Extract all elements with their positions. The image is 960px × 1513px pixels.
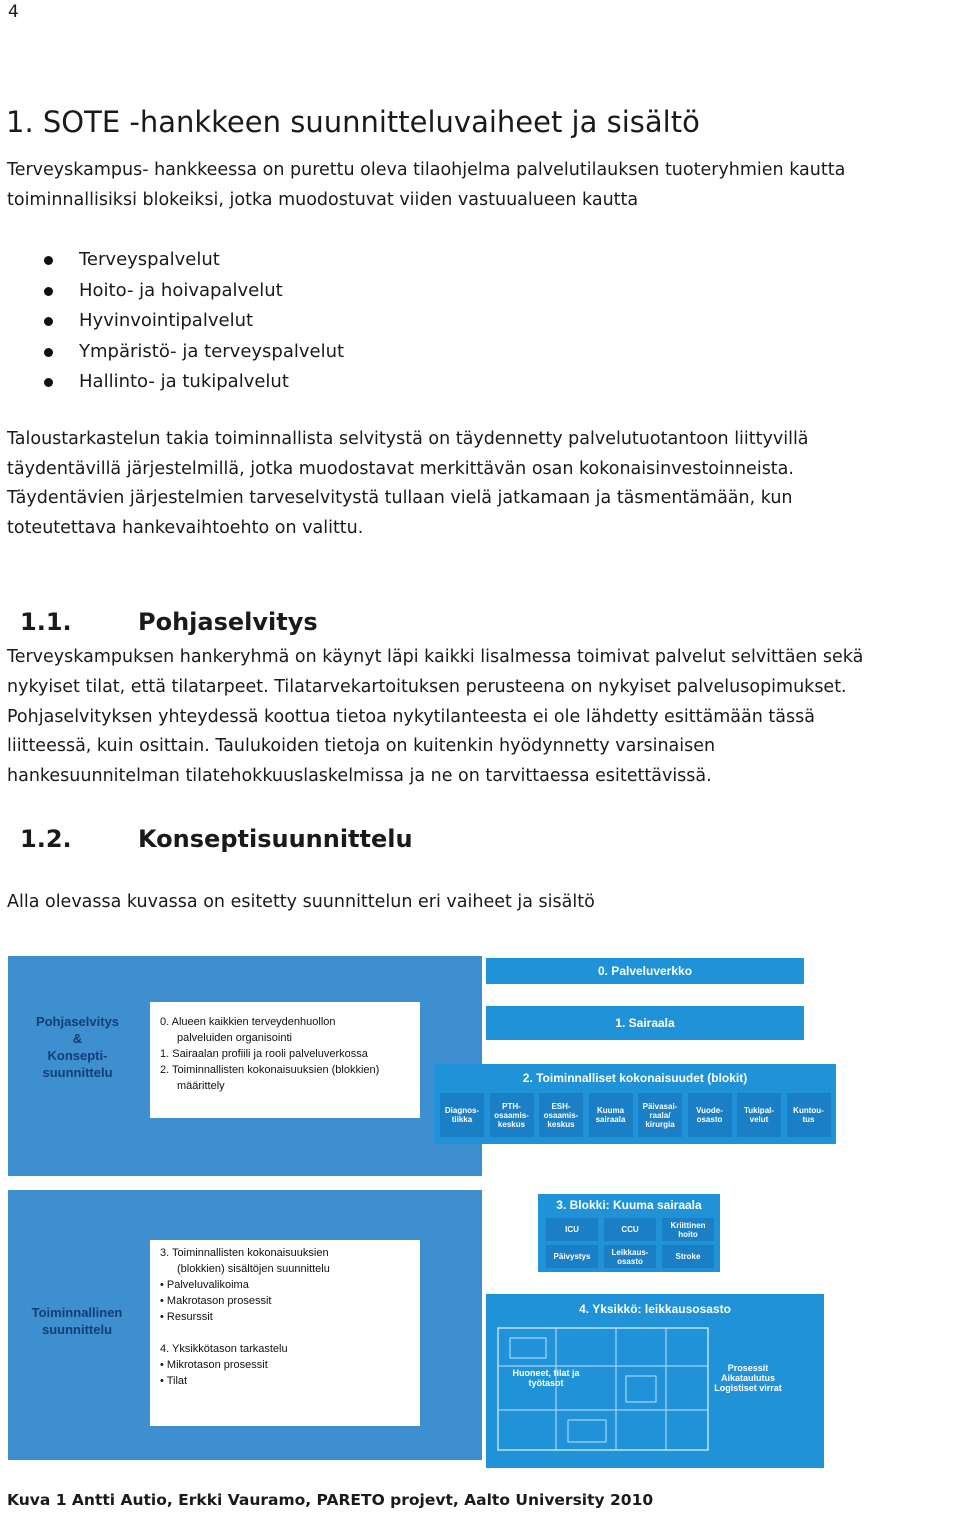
page-title: 1. SOTE -hankkeen suunnitteluvaiheet ja sisältö (6, 105, 700, 140)
planning-phases-diagram (8, 948, 836, 1468)
stage-label-line: Pohjaselvitys (35, 1014, 120, 1029)
list-item-label: Hyvinvointipalvelut (79, 310, 254, 332)
level-1-bar (486, 1006, 804, 1040)
text-line: Terveyskampus- hankkeessa on purettu oleva tilaohjelma palvelutilauksen tuoteryhmien kautta (7, 160, 846, 180)
text-line: toiminnallisiksi blokeiksi, jotka muodostuvat viiden vastuualueen kautta (7, 189, 639, 210)
unit-chip (662, 1218, 714, 1241)
rooms-label (496, 1364, 596, 1392)
block-chip (589, 1093, 633, 1137)
bullet-icon (44, 348, 53, 357)
text-line: hankesuunnitelman tilatehokkuuslaskelmissa ja ne on tarvittaessa esitettävissä. (7, 766, 712, 787)
bullet-icon (44, 287, 53, 296)
block-chip (440, 1093, 484, 1137)
section-title: Pohjaselvitys (138, 608, 318, 636)
unit-chip (604, 1218, 656, 1241)
page-number: 4 (8, 2, 19, 22)
diagram-step: 4. Yksikkötason tarkastelu (160, 1343, 288, 1355)
block-chip-label: Tukipal- velut (743, 1106, 775, 1124)
list-item-label: Hallinto- ja tukipalvelut (79, 371, 289, 393)
stage-label-line: suunnittelu (42, 1065, 113, 1080)
block-chip-label: Kuntou- tus (793, 1106, 824, 1124)
unit-chip-label: Leikkaus- osasto (611, 1247, 649, 1266)
section-title: Konseptisuunnittelu (138, 825, 413, 853)
block-chip (787, 1093, 831, 1137)
block-chip (539, 1093, 583, 1137)
bullet-icon (44, 256, 53, 265)
section-heading-1-2 (0, 825, 960, 857)
block-chip-label: Diagnos- tiikka (444, 1106, 480, 1124)
diagram-step: • Tilat (160, 1375, 188, 1387)
figure-caption: Kuva 1 Antti Autio, Erkki Vauramo, PARETO projevt, Aalto University 2010 (7, 1491, 654, 1509)
diagram-step: • Palveluvalikoima (160, 1279, 249, 1291)
bullet-icon (44, 378, 53, 387)
diagram-step: palveluiden organisointi (177, 1032, 292, 1044)
section-1-2-paragraph (7, 888, 595, 918)
bar-label: 0. Palveluverkko (597, 964, 693, 978)
list-item (0, 337, 344, 368)
block-chip-label: PTH- osaamis- keskus (494, 1101, 529, 1129)
level-2-bar (434, 1066, 836, 1090)
diagram-step: (blokkien) sisältöjen suunnittelu (177, 1263, 330, 1275)
list-item (0, 276, 344, 307)
text-line: Taloustarkastelun takia toiminnallista selvitystä on täydennetty palvelutuotantoon liittyvillä (7, 429, 809, 449)
block-chip-label: ESH- osaamis- keskus (543, 1101, 579, 1129)
list-item (0, 367, 344, 398)
supplementary-systems-paragraph (7, 425, 809, 543)
concept-steps-list (160, 1014, 379, 1094)
section-heading-1-1 (0, 608, 960, 640)
unit-chip (662, 1245, 714, 1268)
bar-label: 1. Sairaala (615, 1016, 675, 1030)
level-0-bar (486, 958, 804, 984)
bullet-icon (44, 317, 53, 326)
level-3-bar (538, 1194, 720, 1216)
rooms-text: Huoneet, tilat ja työtasot (512, 1368, 580, 1388)
diagram-step: 1. Sairaalan profiili ja rooli palveluverkossa (160, 1048, 368, 1060)
unit-chip (604, 1245, 656, 1268)
stage-label-line: & (72, 1031, 83, 1046)
diagram-step: määrittely (177, 1080, 225, 1092)
block-chip (737, 1093, 781, 1137)
bar-label: 2. Toiminnalliset kokonaisuudet (blokit) (522, 1071, 748, 1085)
text-line: Pohjaselvityksen yhteydessä koottua tietoa nykytilanteesta ei ole lähdetty esittämään tässä (7, 706, 815, 727)
section-number: 1.2. (20, 825, 72, 853)
block-chip (638, 1093, 682, 1137)
processes-label (698, 1358, 798, 1398)
diagram-step: 3. Toiminnallisten kokonaisuuksien (160, 1247, 329, 1259)
unit-chip-label: Kriittinen hoito (670, 1220, 706, 1239)
text-line: Terveyskampuksen hankeryhmä on käynyt läpi kaikki lisalmessa toimivat palvelut selvittäen sekä (7, 647, 864, 667)
diagram-step (160, 1325, 330, 1341)
text-line: toteutettava hankevaihtoehto on valittu. (7, 517, 364, 538)
stage-label-line: Konsepti- (47, 1048, 108, 1063)
unit-chip-label: ICU (565, 1225, 579, 1234)
diagram-step: • Mikrotason prosessit (160, 1359, 268, 1371)
functional-steps-list (160, 1245, 330, 1389)
block-chip (688, 1093, 732, 1137)
unit-chip-label: Päivystys (553, 1252, 591, 1261)
diagram-step: • Resurssit (160, 1311, 213, 1323)
concept-stage-label (20, 1013, 135, 1081)
functional-stage-label (16, 1304, 138, 1338)
section-number: 1.1. (20, 608, 72, 636)
unit-chip (546, 1218, 598, 1241)
block-chip-label: Kuuma sairaala (595, 1106, 626, 1124)
unit-chip-label: CCU (621, 1225, 639, 1234)
block-chip-label: Päivasai- raala/ kirurgia (642, 1101, 678, 1129)
section-1-1-paragraph (7, 643, 863, 792)
unit-chip (546, 1245, 598, 1268)
processes-text: Prosessit Aikataulutus Logistiset virrat (714, 1363, 782, 1393)
intro-paragraph (7, 156, 845, 215)
text-line: täydentävillä järjestelmillä, jotka muodostavat merkittävän osan kokonaisinvestoinneista. (7, 458, 794, 479)
bar-label: 4. Yksikkö: leikkausosasto (579, 1302, 731, 1316)
bar-label: 3. Blokki: Kuuma sairaala (556, 1198, 702, 1212)
service-area-list (0, 245, 344, 398)
level-4-bar (486, 1298, 824, 1320)
text-line: Alla olevassa kuvassa on esitetty suunnittelun eri vaiheet ja sisältö (7, 892, 595, 912)
list-item-label: Terveyspalvelut (79, 249, 220, 270)
diagram-step: • Makrotason prosessit (160, 1295, 272, 1307)
text-line: Täydentävien järjestelmien tarveselvitystä tullaan vielä jatkamaan ja täsmentämään, kun (7, 488, 793, 508)
diagram-step: 0. Alueen kaikkien terveydenhuollon (160, 1016, 336, 1028)
block-chip-label: Vuode- osasto (696, 1106, 723, 1124)
diagram-step: 2. Toiminnallisten kokonaisuuksien (blokkien) (160, 1064, 380, 1076)
text-line: nykyiset tilat, että tilatarpeet. Tilatarvekartoituksen perusteena on nykyiset palvelusopimukset. (7, 676, 847, 697)
list-item-label: Ympäristö- ja terveyspalvelut (79, 340, 345, 362)
unit-chip-label: Stroke (675, 1252, 701, 1261)
block-chip (490, 1093, 534, 1137)
stage-label-line: suunnittelu (41, 1322, 113, 1337)
text-line: liitteessä, kuin osittain. Taulukoiden tietoja on kuitenkin hyödynnetty varsinaisen (7, 736, 716, 757)
list-item-label: Hoito- ja hoivapalvelut (79, 279, 283, 301)
list-item (0, 306, 344, 337)
list-item (0, 245, 344, 276)
stage-label-line: Toiminnallinen (31, 1305, 123, 1320)
